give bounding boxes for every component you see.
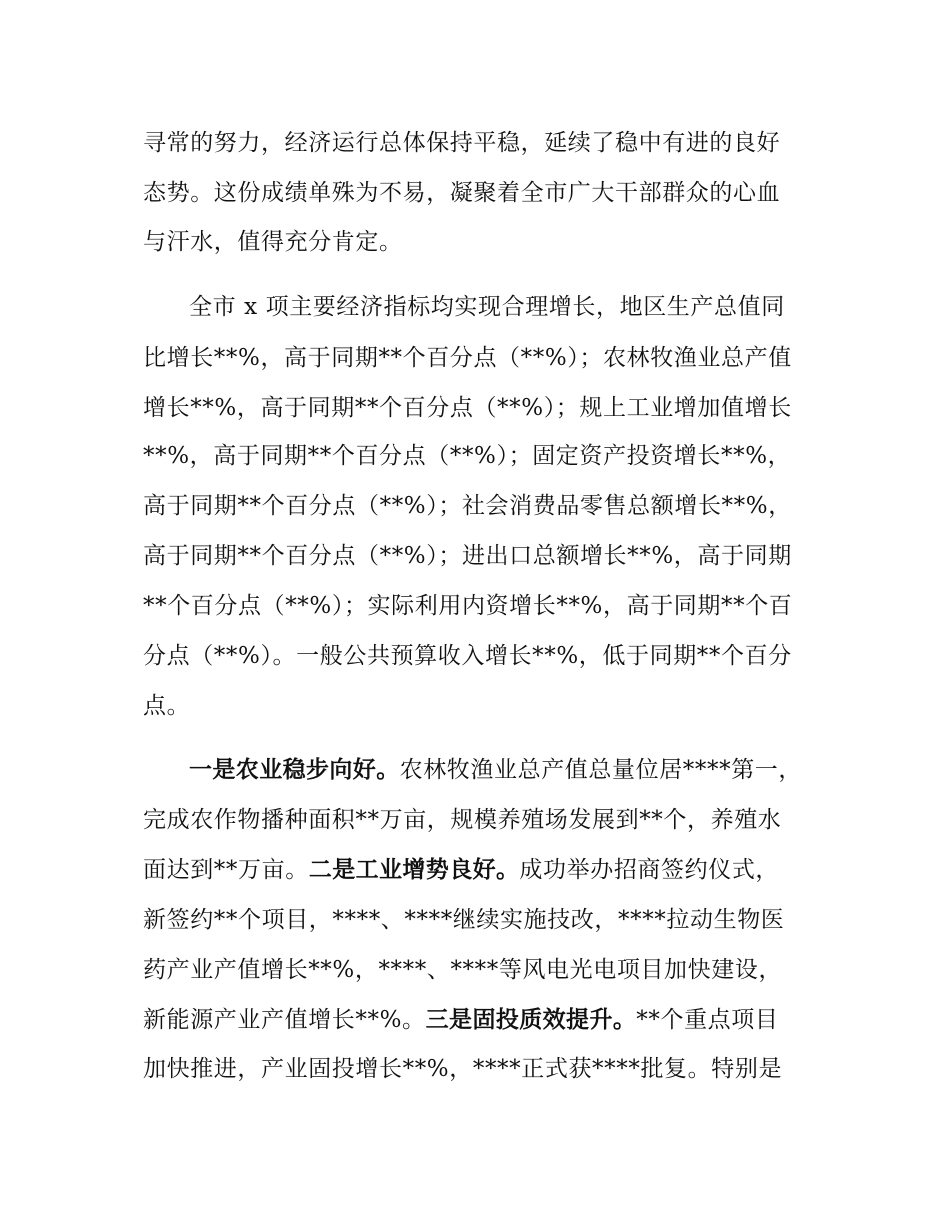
text-run: 面达到**万亩。 bbox=[143, 857, 309, 883]
bold-heading-run: 二是工业增势良好。 bbox=[308, 857, 520, 883]
text-run: 成功举办招商签约仪式， bbox=[519, 857, 780, 883]
bold-heading-run: 三是固投质效提升。 bbox=[425, 1007, 637, 1033]
paragraph-3-line-6 bbox=[143, 1002, 778, 1038]
paragraph-1-line-2 bbox=[143, 175, 780, 211]
text-run: 完成农作物播种面积**万亩，规模养殖场发展到**个，养殖水 bbox=[143, 807, 782, 833]
text-run: **个百分点（**%）；实际利用内资增长**%，高于同期**个百 bbox=[143, 593, 793, 619]
text-run: 高于同期**个百分点（**%）；社会消费品零售总额增长**%， bbox=[143, 493, 792, 519]
paragraph-2-line-6 bbox=[143, 538, 792, 574]
text-run: 全市 x 项主要经济指标均实现合理增长，地区生产总值同 bbox=[189, 294, 785, 320]
text-run: **%，高于同期**个百分点（**%）；固定资产投资增长**%， bbox=[143, 443, 792, 469]
text-run: 新签约**个项目，****、****继续实施技改，****拉动生物医 bbox=[143, 907, 785, 933]
paragraph-3-line-4 bbox=[143, 902, 784, 938]
text-run: 加快推进，产业固投增长**%，****正式获****批复。特别是 bbox=[143, 1056, 783, 1082]
text-run: 态势。这份成绩单殊为不易，凝聚着全市广大干部群众的心血 bbox=[143, 180, 781, 206]
text-run: 寻常的努力，经济运行总体保持平稳，延续了稳中有进的良好 bbox=[143, 130, 781, 156]
text-run: 新能源产业产值增长**%。 bbox=[143, 1007, 426, 1033]
paragraph-2-line-4 bbox=[143, 438, 791, 474]
paragraph-3-line-5 bbox=[143, 952, 782, 988]
paragraph-2-line-2 bbox=[143, 340, 792, 376]
paragraph-3-line-3 bbox=[143, 852, 779, 888]
text-run: 药产业产值增长**%，****、****等风电光电项目加快建设， bbox=[143, 957, 783, 983]
paragraph-3-line-2 bbox=[143, 802, 781, 838]
bold-heading-run: 一是农业稳步向好。 bbox=[189, 757, 400, 783]
paragraph-2-line-7 bbox=[143, 588, 792, 624]
text-run: 分点（**%）。一般公共预算收入增长**%，低于同期**个百分 bbox=[143, 643, 792, 669]
paragraph-1-line-3 bbox=[143, 224, 403, 260]
text-run: 点。 bbox=[143, 693, 191, 719]
text-run: 农林牧渔业总产值总量位居****第一， bbox=[399, 757, 803, 783]
paragraph-3-line-7 bbox=[143, 1051, 782, 1087]
paragraph-2-line-8 bbox=[143, 638, 792, 674]
text-run: 与汗水，值得充分肯定。 bbox=[143, 229, 403, 255]
paragraph-2-line-9 bbox=[143, 688, 190, 724]
paragraph-1-line-1 bbox=[143, 125, 780, 161]
text-run: 高于同期**个百分点（**%）；进出口总额增长**%，高于同期 bbox=[143, 543, 792, 569]
text-run: 比增长**%，高于同期**个百分点（**%）；农林牧渔业总产值 bbox=[143, 345, 792, 371]
text-run: **个重点项目 bbox=[636, 1007, 779, 1033]
paragraph-3-line-1 bbox=[189, 752, 802, 788]
paragraph-2-line-5 bbox=[143, 488, 792, 524]
paragraph-2-line-1 bbox=[189, 289, 785, 325]
paragraph-2-line-3 bbox=[143, 390, 792, 426]
text-run: 增长**%，高于同期**个百分点（**%）；规上工业增加值增长 bbox=[143, 395, 792, 421]
